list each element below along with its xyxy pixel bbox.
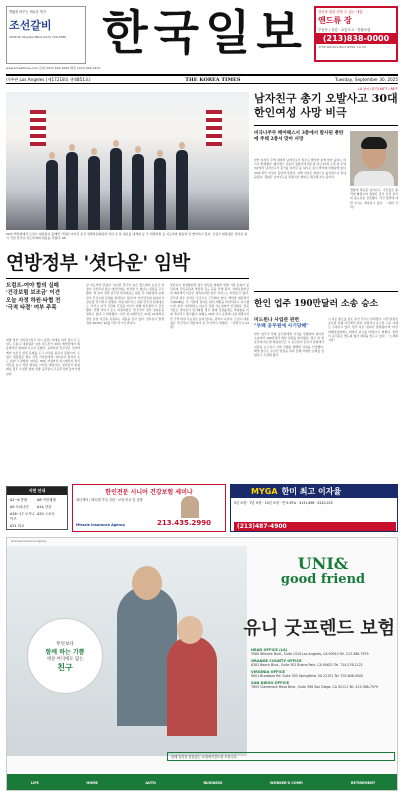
left-ad-logo: 조선갈비 — [9, 19, 52, 32]
office-item — [251, 681, 397, 689]
index-item[interactable]: A16~17 오거나이즈 — [10, 512, 35, 521]
brand-korean-name: 유니 굿프렌드 보험 — [243, 618, 395, 639]
main-story-col2: 당 지도부와 만났다. 하지만 민주당 측은 헬스케어 보조금 연장이 포함되지 않은 예산안에는 찬성할 수 없다는 입장을 고수했다. 척 슈머 상원 민주당 원내대표는 회동 후 '대통령과 공화당이 건강보험 문제를 외면하고 있다'며 '미국인들의 의료비가 급등할 것'이라고 말했다. 하킴 제프리스 하원 민주당 원내대표도 '우리는 미국 국민의 건강을 지키기 위해 싸우겠다'고 강조했다. 반면 마이크 존슨 하원의장은 '민주당이 정부 셧다운을 원하고 있다'고 비판했다. 이번 임시예산안은 11월 21일까지 정부 운영 자금을 지원하는 내용을 담고 있다. 셧다운이 발생하면 2018년 12월 이후 약 7년 만이다. — [86, 283, 164, 325]
left-ad-address: 3330 W. Olympic Blvd (213) 734-3330 — [9, 35, 67, 39]
service-auto: AUTO — [145, 781, 156, 785]
brand-logo — [251, 554, 395, 586]
service-home: HOME — [86, 781, 98, 785]
ad-slogan-bubble — [27, 618, 103, 694]
medicare-ad-title: 한인전문 시니어 건강보험 세미나 — [105, 489, 193, 496]
right-story1-text-b: 경찰에 체포된 남자친구. 주민들은 충격에 빠졌으며 경찰은 총기 안전 관리의 중요성을 강조했다. 사건 경위에 대한 조사는 계속되고 있다. 〈정희 기자〉 — [350, 188, 398, 209]
medicare-ad-body: 메디케어 / 메디캘 가입 상담 · 보험 비교 및 설명 — [76, 498, 143, 502]
right-ad-footer: 3700 Wilshire Blvd #550, LA CA — [318, 45, 366, 49]
right-story2-headline[interactable]: 한인 업주 190만달러 소송 승소 — [254, 299, 379, 309]
right-story2-subhead-2: "부패 공무원에 사기당해" — [254, 323, 309, 330]
index-item[interactable]: A14 건강 — [37, 505, 52, 509]
main-headline[interactable]: 연방정부 '셧다운' 임박 — [6, 252, 190, 274]
contact-info: www.koreatimes.com 문의 (323) 692-2000 배달 (323) 692-2110 — [6, 66, 101, 70]
slogan-line3: 세상 어디에도 없는 — [46, 657, 84, 662]
myga-rates: 5년 보장 · 7년 보장 · 10년 보장 · 연 5.35% · $131,896 · $140,225 — [234, 501, 333, 505]
right-story2-text-b: 시 측은 항소를 검토 중인 것으로 알려졌다. 이번 판결은 공무원 부패 사건에서 한인 사업자가 승소한 드문 사례로 주목받고 있다. 업주 측은 '정의가 실현됐다'며 '다른 피해자들에게도 희망이 되기를 바란다'고 밝혔다. 한편 이 공무원은 별도의 형사 재판을 앞두고 있다. 〈노세희 기자〉 — [328, 317, 398, 343]
office-name: SAN DIEGO OFFICE — [251, 681, 290, 685]
date: Tuesday, September 30, 2025 — [335, 77, 398, 82]
dateline — [6, 74, 398, 84]
brand-top: UNI& — [297, 554, 349, 573]
main-story-col1: 연방 정부 '셧다운'(업무 일시 중단) 사태를 하루 앞두고 도널드 트럼프 대통령과 여야 지도부가 29일 백악관에서 회동했지만 합의에 이르지 못했다. 공화당과 민주당은 오바마케어 보조금 연장 문제를 두고 이견을 좁히지 못했으며, 트럼프 대통령은 회동 직후 기자들에게 '셧다운이 일어날 수도 있다'고 말했다. 양측은 30일 자정까지 임시예산안 처리 여부를 놓고 막판 협상을 이어갈 예정이다. 셧다운이 현실화될 경우 수십만 명의 연방 공무원이 무급휴직에 들어가게 된다. — [6, 338, 80, 376]
suspect-photo — [350, 131, 398, 186]
service-life: LIFE — [30, 781, 39, 785]
right-ad-name: 앤드류 장 — [318, 16, 352, 25]
ad-service-footer — [7, 774, 398, 791]
ad-license-notice: Licensed Insurance Agency — [11, 540, 47, 543]
medicare-ad-phone: 213.435.2990 — [157, 519, 212, 527]
agent-photo — [181, 496, 199, 518]
slogan-line2: 함께 하는 기쁨 — [45, 649, 85, 656]
divider — [6, 278, 249, 279]
medicare-ad-logo: Miracle Insurance Agency — [76, 523, 126, 527]
myga-label: MYGA — [251, 487, 278, 496]
office-address: 7855 Clairemont Mesa Blvd., Suite 306 San Diego, CA 92111 Tel. 213-388-7979 — [251, 685, 378, 689]
office-name: ORANGE COUNTY OFFICE — [251, 659, 302, 663]
page-index — [6, 486, 68, 530]
office-item — [251, 659, 397, 667]
slogan-line4: 친구 — [57, 663, 73, 672]
index-item[interactable]: A9 오피니언 — [10, 505, 29, 509]
service-workers-comp: WORKER'S COMP. — [269, 781, 304, 785]
subhead-4: '극적 타결' 여부 주목 — [6, 305, 57, 312]
index-item[interactable]: A8 이민세계 — [37, 498, 56, 502]
subhead-1: 트럼프-여야 합의 실패 — [6, 283, 59, 289]
office-item — [251, 670, 397, 678]
service-retirement: RETIREMENT — [350, 781, 376, 785]
uni-good-friend-ad[interactable] — [6, 537, 398, 791]
main-story-col3: 셧다운이 현실화되면 필수 업무를 제외한 연방 기관 운영이 중단되며 국립공원과 박물관 등도 문을 닫게 된다. 사회보장연금과 메디케어 지급은 계속되지만 일부 서비스는 지연될 수 있다. 군인과 필수 인력은 무급으로 근무해야 한다. 백악관 예산관리국(OMB)은 각 기관에 셧다운 대비 계획을 마련하라고 지시했으며, 일부 기관에서는 대규모 감원 가능성까지 언급됐다. 전문가들은 셧다운이 장기화될 경우 경제 성장률에도 악영향을 미칠 것이라고 경고했다. 의회는 30일 다시 표결에 나설 예정이지만 극적 타결 가능성은 높지 않다는 관측이 나온다. 트럼프 대통령은 '민주당이 책임져야 할 것'이라고 말했다. 〈관련기사 A3면〉 — [170, 283, 249, 330]
divider — [254, 125, 398, 126]
english-title: THE KOREA TIMES — [185, 76, 241, 83]
service-business: BUSINESS — [203, 781, 223, 785]
newspaper-title: 한국일보 — [102, 6, 308, 61]
myga-ad-title — [231, 485, 398, 498]
main-story-photo — [6, 92, 249, 230]
office-address: 6281 Beach Blvd., Suite 302 Buena Park, CA 90621 Tel. 714-276-1122 — [251, 663, 363, 667]
myga-headline: 한미 최고 이자율 — [281, 487, 342, 496]
right-story2-subhead-1: 미드윈나 사업관 관련 — [254, 317, 300, 323]
right-story2-text-a: 한인 업주가 부패 공무원에게 사기를 당했다며 제기한 소송에서 190만달러 배상 판결을 받아냈다. 원고 측 변호인에 따르면 배심원단은 시 공무원이 인허가 과정에서 뇌물을 요구하고 사업 진행을 방해한 사실을 인정했다. 해당 업주는 수년간 영업을 하지 못해 막대한 손해를 입었다고 주장해 왔다. — [254, 332, 324, 358]
agent-recruit-notice: 함께 일하실 경험있는 보험에이전트를 모십니다 — [167, 752, 395, 761]
divider — [254, 291, 398, 292]
subhead-2: '건강보험 보조금' 이견 — [6, 290, 60, 297]
left-ad-tagline: 생활을 바꾸는 새로운 생각 — [9, 10, 46, 14]
right-story2-subheads — [254, 317, 324, 330]
medicare-seminar-ad[interactable] — [72, 484, 226, 532]
right-story1-subhead: 비극나주쿠 페어팩스서 3층에서 발사된 총탄에 주택 2층서 맞아 사망 — [254, 131, 344, 143]
right-ad-top: 당신을 위한 믿을 수 있는 대출 — [316, 8, 396, 15]
myga-rate-ad[interactable] — [230, 484, 398, 532]
index-item[interactable]: A20 스포츠 — [37, 512, 55, 516]
office-address: 3580 Wilshire Blvd., Suite 1510 Los Angeles, CA 90010 Tel. 213-388-7979 — [251, 652, 369, 656]
office-address: 9001 Braddock Rd. Suite 350 Springfield, VA 22151 Tel. 703-846-0000 — [251, 674, 364, 678]
edition: 미주판 Los Angeles (제17218호 총4851호) — [6, 76, 91, 82]
right-story1-headline[interactable]: 남자친구 총기 오발사고 30대 한인여성 사망 비극 — [254, 92, 398, 119]
myga-phone: (213)487-4900 — [234, 522, 396, 531]
weather-line: LA 날씨 (최저) 66°F / 88°F — [358, 87, 398, 91]
left-ad[interactable] — [6, 6, 86, 64]
office-list — [251, 648, 397, 692]
brand-bottom: good friend — [280, 572, 366, 587]
right-story1-text: 한인 여성이 주택 내에서 남자친구가 실수로 발사한 총에 맞아 숨지는 비극이 발생했다. 페어팩스 카운티 경찰국에 따르면 지난 27일 오후 한 주택 3층에서 남자친구가 총기를 다루던 중 실수로 총이 발사돼 아래층에 있던 30대 한인 여성이 총탄에 맞았다. 피해 여성은 병원으로 옮겨졌으나 끝내 숨졌다. 경찰은 남자친구를 과실치사 혐의로 체포해 조사 중이다. — [254, 158, 346, 179]
office-name: VIRGINIA OFFICE — [251, 670, 285, 674]
right-ad[interactable] — [314, 6, 398, 62]
main-subheads — [6, 283, 76, 313]
right-ad-phone: (213)838-0000 — [316, 33, 396, 44]
index-item[interactable]: A1~6 종합 — [10, 498, 28, 502]
photo-caption: 29일 백악관에서 트럼프 대통령이 올해만 가결된 이어진 조건 연방하원의장과 리더 존 튠 대표를 내세워 등 주 연방상원 등 지도부와 회동한 뒤 발언하고 있다. 트럼프 대통령은 셧다운 위기 직전 민주당 지도부와의 회동을 가졌다. AP — [6, 232, 248, 240]
office-item — [251, 648, 397, 656]
office-name: HEAD OFFICE (LA) — [251, 648, 288, 652]
index-title: 지면 안내 — [7, 487, 67, 495]
right-ad-services: 부동산 / 상업 · 교통사고 · 종합보험 — [318, 28, 371, 32]
slogan-line1: 무엇보다 — [56, 642, 74, 647]
index-item[interactable]: A21 미교 — [10, 524, 25, 528]
subhead-3: 오늘 자정 하원·타협 전 — [6, 297, 61, 304]
